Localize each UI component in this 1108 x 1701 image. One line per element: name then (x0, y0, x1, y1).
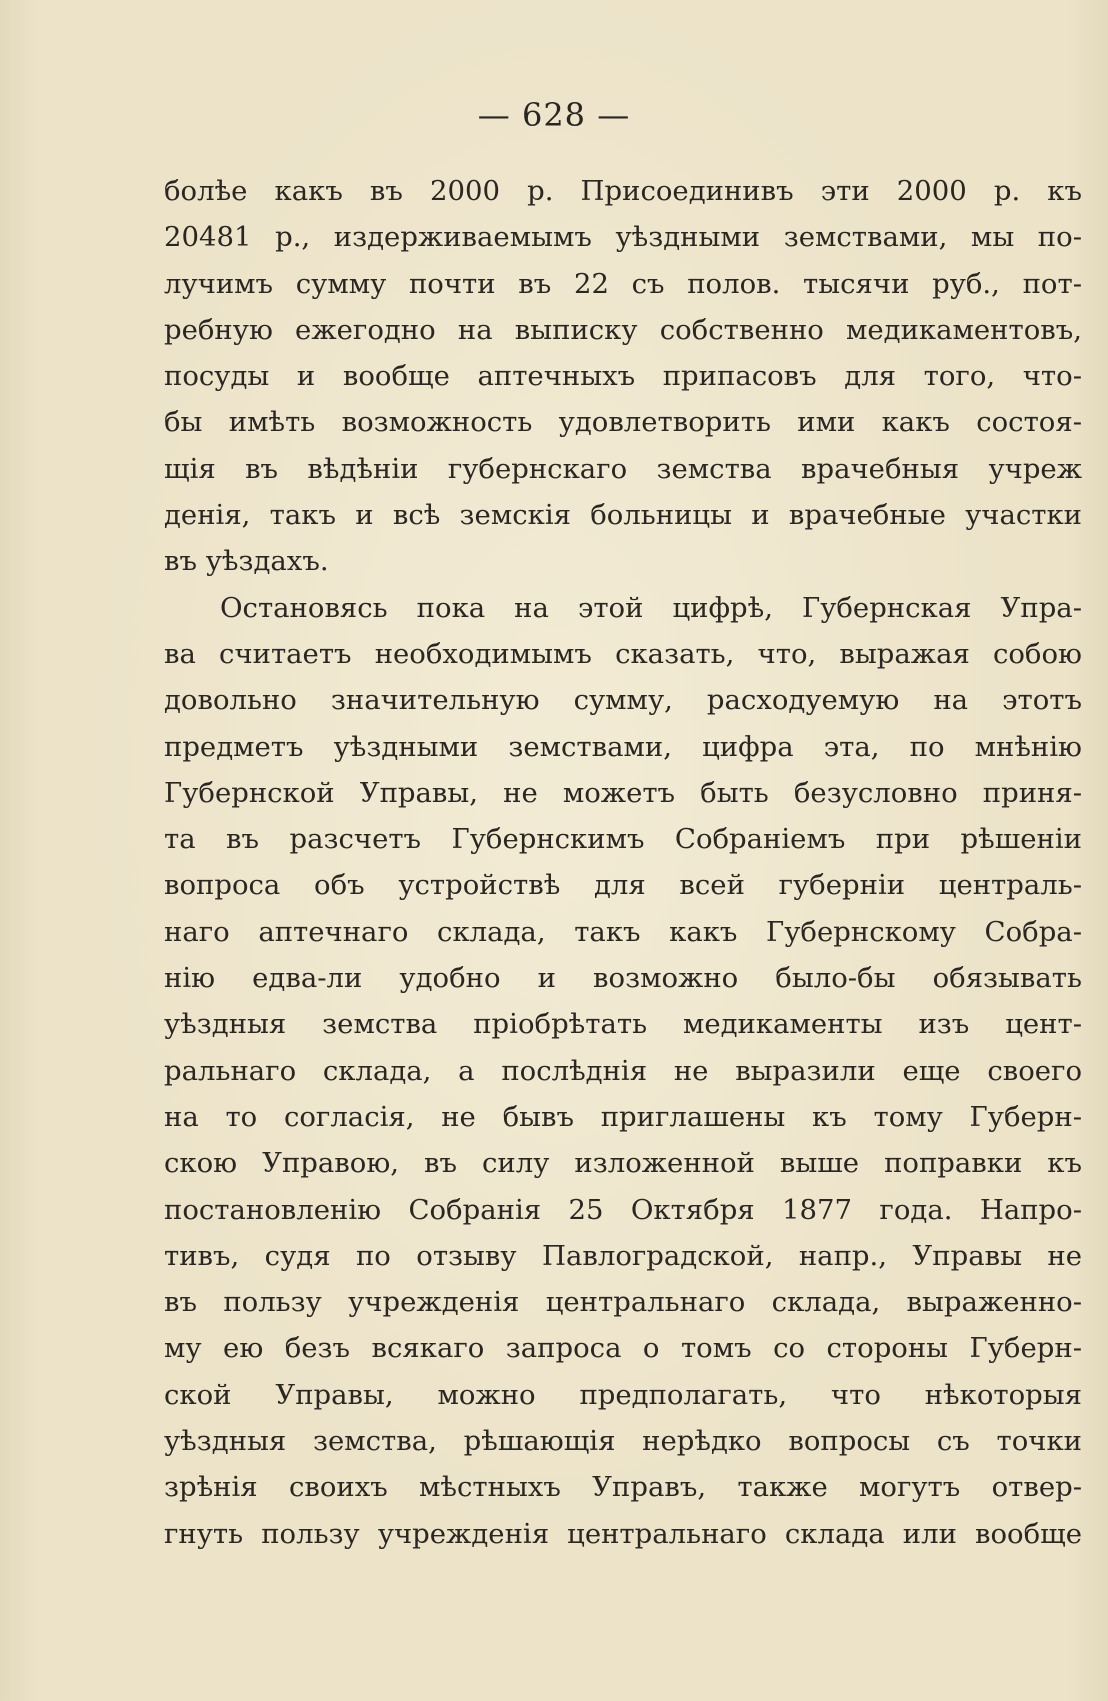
text-line: нію едва-ли удобно и возможно было-бы обязывать (164, 962, 1082, 995)
text-line: вопроса объ устройствѣ для всей губерніи централь- (164, 869, 1082, 902)
paragraph (164, 168, 1082, 585)
paragraph (164, 585, 1082, 1557)
text-line: скою Управою, въ силу изложенной выше поправки къ (164, 1147, 1082, 1180)
page-text (164, 168, 1082, 1557)
text-line: наго аптечнаго склада, такъ какъ Губернскому Собра- (164, 915, 1082, 948)
text-line: посуды и вообще аптечныхъ припасовъ для того, что- (164, 360, 1082, 393)
text-line: лучимъ сумму почти въ 22 съ полов. тысячи руб., пот- (164, 267, 1082, 300)
text-line: въ уѣздахъ. (164, 545, 329, 578)
text-line: Остановясь пока на этой цифрѣ, Губернская Упра- (220, 591, 1082, 624)
text-line: въ пользу учрежденія центральнаго склада, выраженно- (164, 1286, 1082, 1319)
text-line: гнуть пользу учрежденія центральнаго склада или вообще (164, 1517, 1082, 1550)
text-line: довольно значительную сумму, расходуемую на этотъ (164, 684, 1082, 717)
text-line: постановленію Собранія 25 Октября 1877 года. Напро- (164, 1193, 1082, 1226)
text-line: зрѣнія своихъ мѣстныхъ Управъ, также могутъ отвер- (164, 1471, 1082, 1504)
text-line: уѣздныя земства, рѣшающія нерѣдко вопросы съ точки (164, 1425, 1082, 1458)
text-line: му ею безъ всякаго запроса о томъ со стороны Губерн- (164, 1332, 1082, 1365)
text-line: уѣздныя земства пріобрѣтать медикаменты изъ цент- (164, 1008, 1082, 1041)
text-line: денія, такъ и всѣ земскія больницы и врачебные участки (164, 499, 1082, 532)
text-line: Губернской Управы, не можетъ быть безусловно приня- (164, 776, 1082, 809)
text-line: та въ разсчетъ Губернскимъ Собраніемъ при рѣшеніи (164, 823, 1082, 856)
text-line: бы имѣть возможность удовлетворить ими какъ состоя- (164, 406, 1082, 439)
page-number: — 628 — (477, 96, 631, 134)
text-line: 20481 р., издерживаемымъ уѣздными земствами, мы по- (164, 221, 1082, 254)
text-line: болѣе какъ въ 2000 р. Присоединивъ эти 2000 р. къ (164, 175, 1082, 207)
text-line: ва считаетъ необходимымъ сказать, что, выражая собою (164, 637, 1082, 670)
text-line: на то согласія, не бывъ приглашены къ тому Губерн- (164, 1100, 1082, 1133)
text-line: предметъ уѣздными земствами, цифра эта, по мнѣнію (164, 730, 1082, 763)
text-line: ской Управы, можно предполагать, что нѣкоторыя (164, 1378, 1082, 1411)
text-line: ральнаго склада, а послѣднія не выразили еще своего (164, 1054, 1082, 1087)
text-line: щія въ вѣдѣніи губернскаго земства врачебныя учреж (164, 452, 1082, 485)
text-line: тивъ, судя по отзыву Павлоградской, напр., Управы не (164, 1239, 1082, 1272)
text-line: ребную ежегодно на выписку собственно медикаментовъ, (164, 313, 1082, 346)
